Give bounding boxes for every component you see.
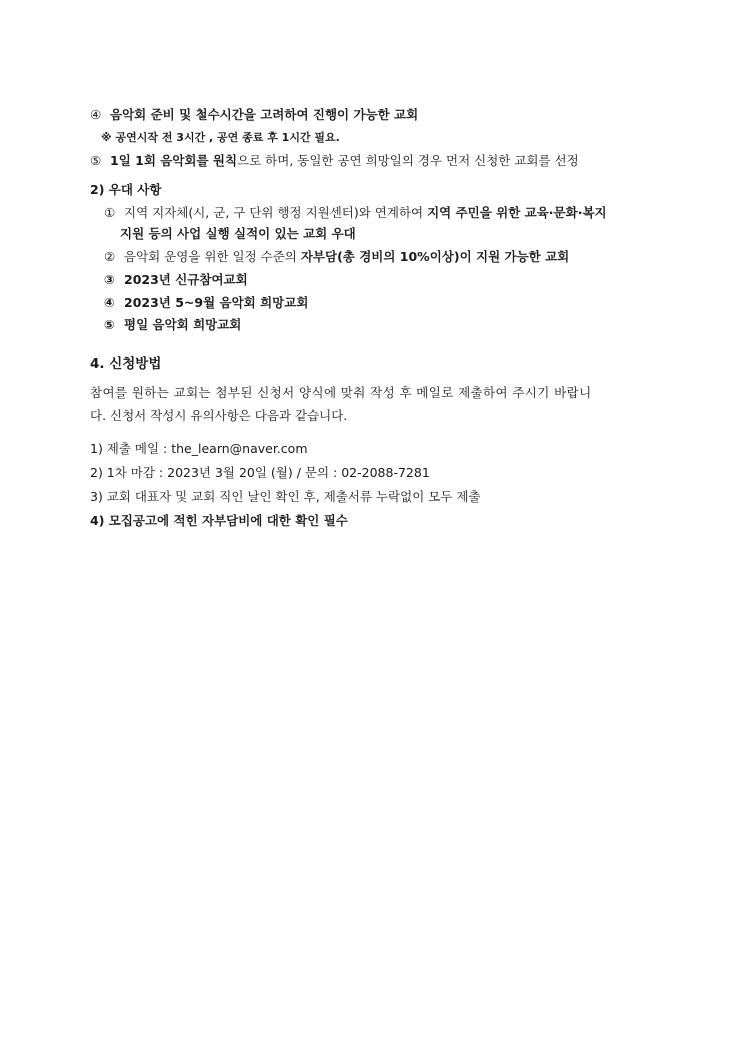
application-item-3: 3) 교회 대표자 및 교회 직인 날인 확인 후, 제출서류 누락없이 모두 제출 <box>90 489 481 504</box>
preference-item-1: ① 지역 지자체(시, 군, 구 단위 행정 지원센터)와 연계하여 지역 주민을 위한 교육·문화·복지 <box>104 205 607 220</box>
preference-item-4: ④ 2023년 5~9월 음악회 희망교회 <box>104 295 309 310</box>
preference-item-1-cont: 지원 등의 사업 실행 실적이 있는 교회 우대 <box>120 226 356 241</box>
preference-item-3: ③ 2023년 신규참여교회 <box>104 272 248 287</box>
preference-item-5: ⑤ 평일 음악회 희망교회 <box>104 317 242 332</box>
application-item-4: 4) 모집공고에 적힌 자부담비에 대한 확인 필수 <box>90 513 348 528</box>
preference-item-2: ② 음악회 운영을 위한 일정 수준의 자부담(총 경비의 10%이상)이 지원 가능한 교회 <box>104 249 570 264</box>
application-item-2: 2) 1차 마감 : 2023년 3월 20일 (월) / 문의 : 02-2088-7281 <box>90 465 430 480</box>
criteria-item-5: ⑤ 1일 1회 음악회를 원칙으로 하며, 동일한 공연 희망일의 경우 먼저 신청한 교회를 선정 <box>90 153 579 168</box>
application-intro-line-2: 다. 신청서 작성시 유의사항은 다음과 같습니다. <box>90 408 348 423</box>
application-item-1: 1) 제출 메일 : the_learn@naver.com <box>90 441 308 456</box>
criteria-item-4: ④ 음악회 준비 및 철수시간을 고려하여 진행이 가능한 교회 <box>90 107 419 122</box>
criteria-note: ※ 공연시작 전 3시간 , 공연 종료 후 1시간 필요. <box>101 131 340 144</box>
section-4-heading: 4. 신청방법 <box>90 356 162 372</box>
application-intro-line-1: 참여를 원하는 교회는 첨부된 신청서 양식에 맞춰 작성 후 메일로 제출하여 주시기 바랍니 <box>90 385 592 400</box>
preference-heading: 2) 우대 사항 <box>90 182 162 197</box>
